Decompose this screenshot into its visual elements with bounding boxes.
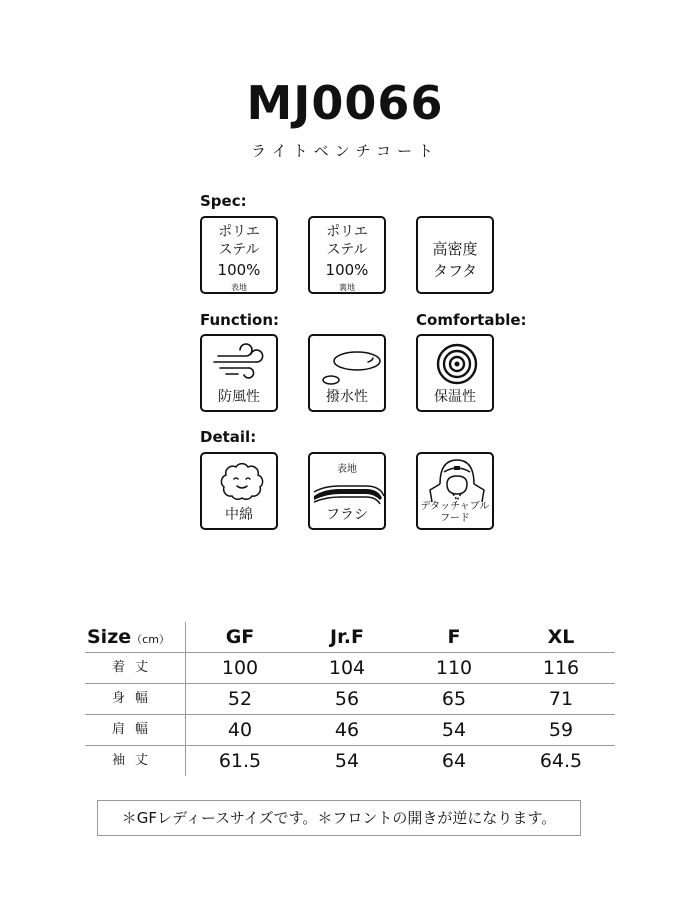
feature-label: 撥水性 <box>326 389 368 405</box>
spec-line: ステル <box>218 242 260 258</box>
table-cell: 104 <box>328 657 366 679</box>
detail-fleece <box>308 452 386 530</box>
table-row <box>85 746 615 776</box>
section-detail: Detail: <box>200 428 257 446</box>
section-spec: Spec: <box>200 192 247 210</box>
spec-item-taffeta <box>416 216 494 294</box>
table-row <box>85 684 615 714</box>
spec-line: 高密度 <box>432 240 478 258</box>
column-header: Jr.F <box>330 626 364 648</box>
size-header <box>87 622 187 652</box>
detail-label-line2: フード <box>440 513 470 524</box>
spec-note: 表地 <box>231 283 247 292</box>
spec-line: タフタ <box>433 262 477 280</box>
detail-label: フラシ <box>326 507 368 523</box>
spec-line: 100% <box>217 261 261 279</box>
section-comfortable: Comfortable: <box>416 311 527 329</box>
section-function: Function: <box>200 311 280 329</box>
table-header-row <box>85 622 615 652</box>
table-cell: 52 <box>227 688 253 710</box>
concentric-circles-icon <box>418 336 496 390</box>
spec-line: ポリエ <box>218 224 260 240</box>
spec-line: ポリエ <box>326 224 368 240</box>
spec-note: 裏地 <box>339 283 355 292</box>
detail-label-line1: デタッチャブル <box>420 501 490 512</box>
feature-label: 防風性 <box>218 389 260 405</box>
feature-windproof <box>200 334 278 412</box>
table-cell: 64 <box>441 750 467 772</box>
fleece-lining-icon <box>310 454 388 508</box>
water-drop-icon <box>310 336 388 390</box>
wind-icon <box>202 336 280 386</box>
size-unit: （cm） <box>131 633 170 646</box>
row-label: 身幅 <box>111 691 158 706</box>
table-cell: 64.5 <box>539 750 583 772</box>
feature-heat-retention <box>416 334 494 412</box>
detail-label: 中綿 <box>225 507 253 523</box>
row-label: 着丈 <box>111 660 158 675</box>
table-row <box>85 653 615 683</box>
table-cell: 61.5 <box>218 750 262 772</box>
column-header: F <box>447 626 461 648</box>
page-title: MJ0066 <box>246 76 444 130</box>
product-name: ライトベンチコート <box>251 142 439 160</box>
spec-item-lining <box>308 216 386 294</box>
column-header: GF <box>225 626 255 648</box>
spec-line: ステル <box>326 242 368 258</box>
feature-label: 保温性 <box>434 389 476 405</box>
detail-padding <box>200 452 278 530</box>
table-cell: 46 <box>334 719 360 741</box>
column-header: XL <box>547 626 575 648</box>
detail-detachable-hood <box>416 452 494 530</box>
row-label: 袖丈 <box>111 753 158 768</box>
table-cell: 110 <box>435 657 473 679</box>
table-cell: 54 <box>334 750 360 772</box>
table-cell: 116 <box>542 657 580 679</box>
table-row <box>85 715 615 745</box>
size-label: Size <box>87 626 132 648</box>
table-cell: 54 <box>441 719 467 741</box>
table-cell: 40 <box>227 719 253 741</box>
spec-item-outer-fabric <box>200 216 278 294</box>
table-cell: 65 <box>441 688 467 710</box>
footnote: ＊GFレディースサイズです。＊フロントの開きが逆になります。 <box>97 800 581 836</box>
table-cell: 100 <box>221 657 259 679</box>
table-cell: 71 <box>548 688 574 710</box>
row-label: 肩幅 <box>111 722 158 737</box>
cotton-cloud-icon <box>202 454 280 508</box>
feature-water-repellent <box>308 334 386 412</box>
detail-top-label: 表地 <box>337 464 357 475</box>
spec-line: 100% <box>325 261 369 279</box>
table-cell: 59 <box>548 719 574 741</box>
table-cell: 56 <box>334 688 360 710</box>
